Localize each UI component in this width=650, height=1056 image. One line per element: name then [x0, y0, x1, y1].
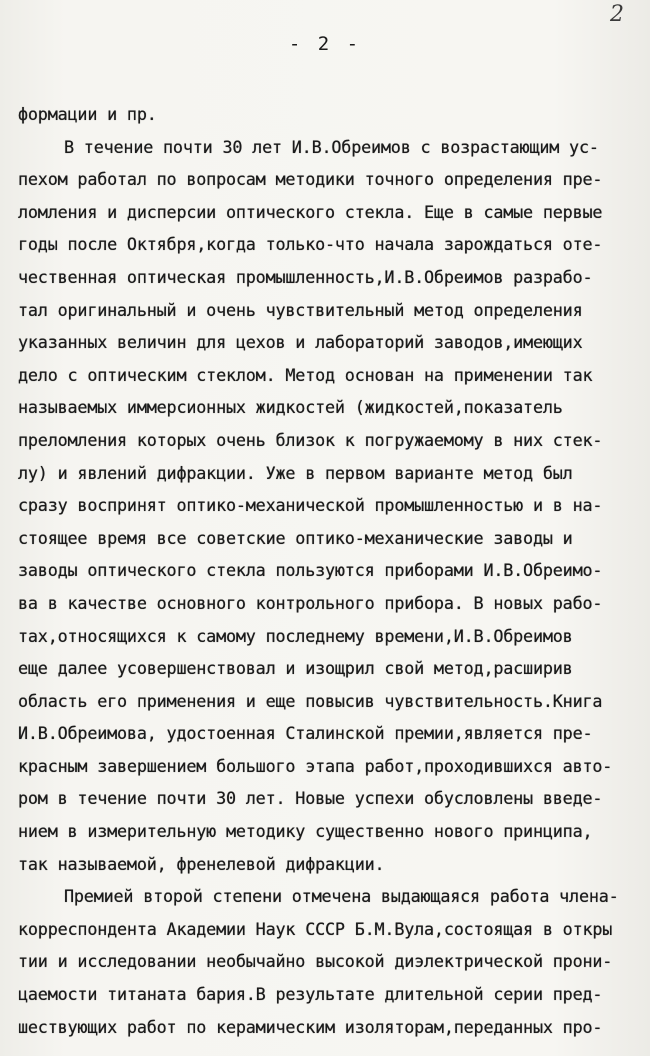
text-line: сразу воспринят оптико-механической промышленностью и в на-: [18, 495, 603, 516]
text-line: заводы оптического стекла пользуются приборами И.В.Обреимо-: [18, 560, 603, 581]
text-line: еще далее усовершенствовал и изощрил свой метод,расширив: [18, 658, 573, 679]
text-line: корреспондента Академии Наук СССР Б.М.Вула,состоящая в откры: [18, 918, 613, 939]
text-line: чественная оптическая промышленность,И.В.Обреимов разрабо-: [18, 266, 593, 287]
text-line: ломления и дисперсии оптического стекла. Еще в самые первые: [18, 201, 603, 222]
text-line: Премией второй степени отмечена выдающаяся работа члена-: [64, 886, 619, 907]
text-line: тии и исследовании необычайно высокой диэлектрической прони-: [18, 951, 613, 972]
document-body: [18, 98, 648, 1043]
text-line: ром в течение почти 30 лет. Новые успехи обусловлены введе-: [18, 788, 603, 809]
text-line: тал оригинальный и очень чувствительный метод определения: [18, 299, 583, 320]
page-header-number: - 2 -: [288, 33, 362, 55]
text-line: цаемости титаната бария.В результате длительной серии пред-: [18, 984, 603, 1005]
text-line: область его применения и еще повысив чувствительность.Книга: [18, 690, 603, 711]
text-line: пехом работал по вопросам методики точного определения пре-: [18, 169, 603, 190]
text-line: ва в качестве основного контрольного прибора. В новых рабо-: [18, 592, 603, 613]
text-line: И.В.Обреимова, удостоенная Сталинской премии,является пре-: [18, 723, 593, 744]
text-line: нием в измерительную методику существенно нового принципа,: [18, 821, 593, 842]
handwritten-page-number: 2: [610, 2, 624, 27]
text-line: называемых иммерсионных жидкостей (жидкостей,показатель: [18, 397, 563, 418]
text-line: формации и пр.: [18, 104, 157, 124]
text-line: лу) и явлений дифракции. Уже в первом варианте метод был: [18, 462, 573, 483]
text-line: стоящее время все советские оптико-механические заводы и: [18, 527, 573, 548]
text-line: красным завершением большого этапа работ,проходившихся авто-: [18, 755, 613, 776]
text-line: дело с оптическим стеклом. Метод основан на применении так: [18, 364, 593, 385]
text-line: тах,относящихся к самому последнему времени,И.В.Обреимов: [18, 625, 573, 646]
text-line: указанных величин для цехов и лабораторий заводов,имеющих: [18, 332, 583, 353]
text-line: шествующих работ по керамическим изоляторам,переданных про-: [18, 1016, 603, 1037]
text-line: так называемой, френелевой дифракции.: [18, 853, 385, 874]
text-line: преломления которых очень близок к погружаемому в них стек-: [18, 429, 603, 450]
text-line: годы после Октября,когда только-что начала зарождаться оте-: [18, 234, 603, 255]
text-line: В течение почти 30 лет И.В.Обреимов с возрастающим ус-: [64, 136, 599, 157]
